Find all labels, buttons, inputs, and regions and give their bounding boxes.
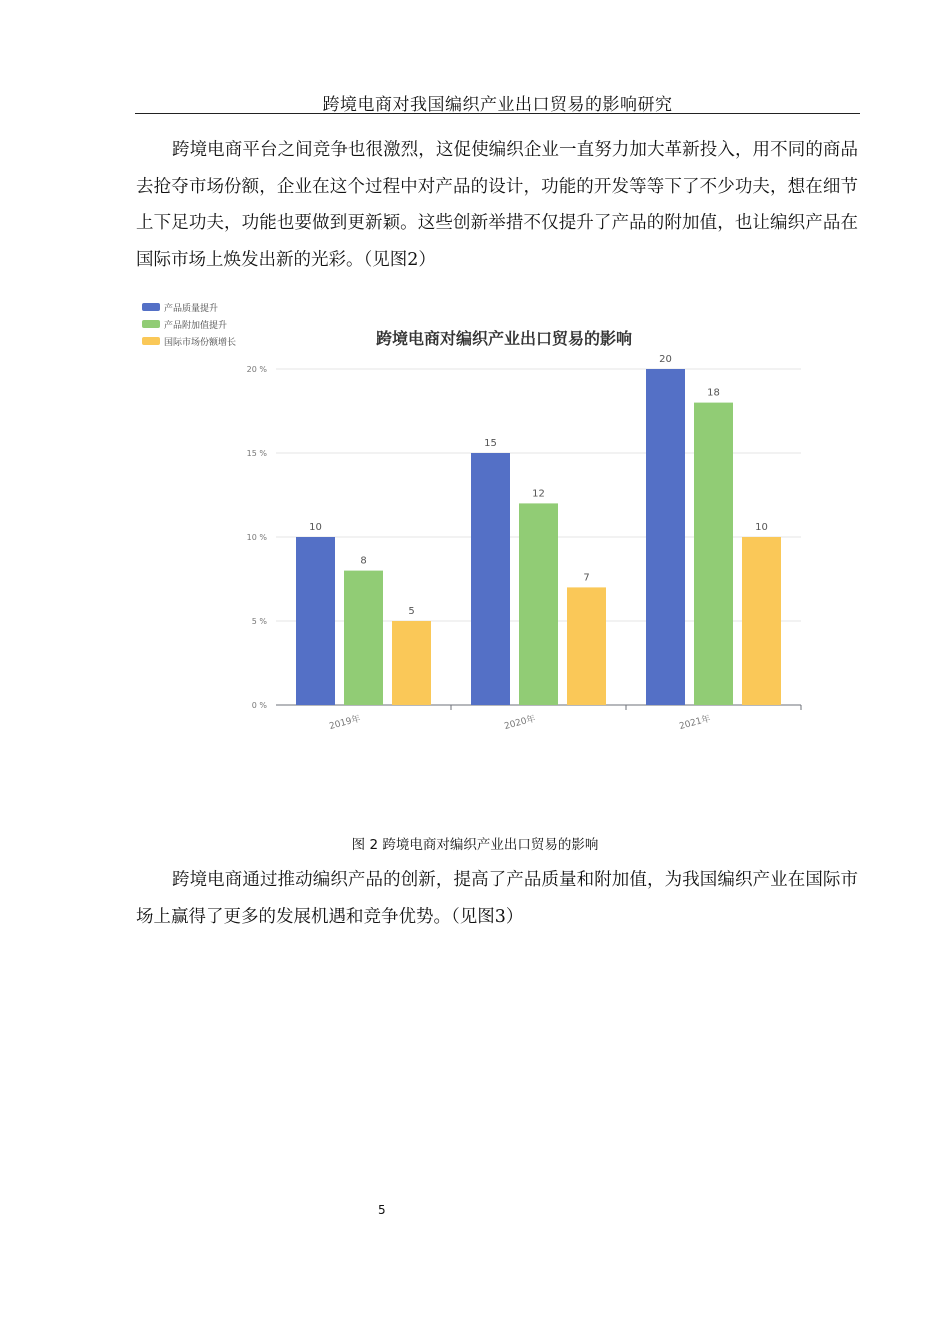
bar-value-label: 5 [408,606,415,617]
bar [742,537,781,705]
bar-chart-svg [136,292,816,752]
bar-value-label: 7 [583,572,590,584]
legend-label: 产品附加值提升 [164,321,228,331]
bar-value-label: 10 [755,522,768,533]
body-paragraph-1: 跨境电商平台之间竞争也很激烈，这促使编织企业一直努力加大革新投入，用不同的商品去抢夺市场份额，企业在这个过程中对产品的设计，功能的开发等等下了不少功夫，想在细节上下足功夫，功能也要做到更新颖。这些创新举措不仅提升了产品的附加值，也让编织产品在国际市场上焕发出新的光彩。（见图2） [136,140,858,270]
bar [344,571,383,705]
bar [392,621,431,705]
y-tick-label: 10 % [246,533,267,542]
bar-value-label: 12 [532,488,545,500]
legend-swatch [142,320,160,328]
running-header: 跨境电商对我国编织产业出口贸易的影响研究 [322,95,673,115]
bar-value-label: 20 [659,354,672,365]
bar [471,453,510,705]
bar [646,369,685,705]
y-tick-label: 5 % [251,617,267,626]
header-rule [135,113,860,114]
bar [519,503,558,705]
bar [567,587,606,705]
y-tick-label: 0 % [251,701,267,710]
bar-value-label: 18 [707,387,720,399]
bar-value-label: 8 [360,555,367,567]
legend-swatch [142,337,160,345]
legend-swatch [142,303,160,311]
bar [296,537,335,705]
bar [694,403,733,705]
legend-label: 产品质量提升 [164,304,219,314]
y-tick-label: 20 % [246,365,267,374]
chart-title: 跨境电商对编织产业出口贸易的影响 [375,329,633,348]
page-number: 5 [378,1203,386,1217]
figure-caption: 图 2 跨境电商对编织产业出口贸易的影响 [351,837,599,853]
legend-label: 国际市场份额增长 [164,338,237,348]
bar-chart [136,292,816,752]
y-tick-label: 15 % [246,449,267,458]
x-category-label: 2021年 [678,714,712,733]
bar-value-label: 15 [484,438,497,449]
body-paragraph-2: 跨境电商通过推动编织产品的创新，提高了产品质量和附加值，为我国编织产业在国际市场上赢得了更多的发展机遇和竞争优势。（见图3） [136,870,858,927]
x-category-label: 2020年 [503,714,537,733]
bar-value-label: 10 [309,522,322,533]
x-category-label: 2019年 [328,714,362,733]
